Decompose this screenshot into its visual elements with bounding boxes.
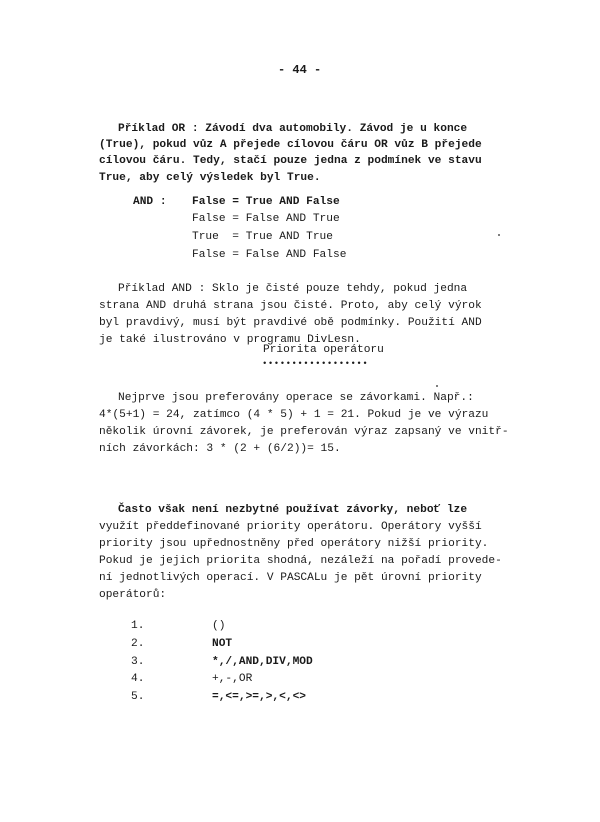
- text-line: je také ilustrováno v programu DivLesn.: [99, 334, 361, 346]
- text-line: 4*(5+1) = 24, zatímco (4 * 5) + 1 = 21. Pokud je ve výrazu: [99, 409, 489, 421]
- text-line: využít předdefinované priority operátoru. Operátory vyšší: [99, 521, 482, 533]
- priority-level-number: 1.: [131, 620, 145, 632]
- text-line: operátorů:: [99, 589, 167, 601]
- text-line: byl pravdivý, musí být pravdivé obě podmínky. Použití AND: [99, 317, 482, 329]
- text-line: Často však není nezbytné používat závorky, neboť lze: [118, 504, 468, 516]
- priority-level-number: 5.: [131, 691, 145, 703]
- priority-level-operators: =,<=,>=,>,<,<>: [212, 691, 306, 703]
- page-number: - 44 -: [278, 63, 322, 77]
- and-table-row: False = False AND True: [192, 213, 340, 225]
- text-line: priority jsou upřednostněny před operátory nižší priority.: [99, 538, 489, 550]
- text-line: Nejprve jsou preferovány operace se závorkami. Např.:: [118, 392, 474, 404]
- text-line: ní jednotlivých operací. V PASCALu je pět úrovní priority: [99, 572, 482, 584]
- priority-level-operators: *,/,AND,DIV,MOD: [212, 656, 313, 668]
- text-line: několik úrovní závorek, je preferován výraz zapsaný ve vnitř-: [99, 426, 509, 438]
- scan-speck: [498, 234, 500, 236]
- priority-level-number: 4.: [131, 673, 145, 685]
- section-heading-underline: ••••••••••••••••••: [262, 359, 369, 369]
- and-table-label: AND :: [133, 196, 167, 208]
- text-line: strana AND druhá strana jsou čisté. Proto, aby celý výrok: [99, 300, 482, 312]
- priority-level-operators: +,-,OR: [212, 673, 253, 685]
- priority-level-number: 3.: [131, 656, 145, 668]
- text-line: Příklad OR : Závodí dva automobily. Závod je u konce: [118, 123, 468, 135]
- text-line: (True), pokud vůz A přejede cílovou čáru OR vůz B přejede: [99, 139, 482, 151]
- text-line: ních závorkách: 3 * (2 + (6/2))= 15.: [99, 443, 341, 455]
- priority-level-operators: (): [212, 620, 226, 632]
- text-line: Příklad AND : Sklo je čisté pouze tehdy, pokud jedna: [118, 283, 468, 295]
- section-heading: Priorita operátoru: [263, 344, 384, 356]
- text-line: Pokud je jejich priorita shodná, nezáleží na pořadí provede-: [99, 555, 502, 567]
- priority-level-number: 2.: [131, 638, 145, 650]
- scan-speck: [436, 385, 438, 387]
- priority-level-operators: NOT: [212, 638, 233, 650]
- text-line: True, aby celý výsledek byl True.: [99, 172, 321, 184]
- text-line: cílovou čáru. Tedy, stačí pouze jedna z podmínek ve stavu: [99, 155, 482, 167]
- and-table-row: True = True AND True: [192, 231, 333, 243]
- and-table-row: False = True AND False: [192, 196, 340, 208]
- and-table-row: False = False AND False: [192, 249, 347, 261]
